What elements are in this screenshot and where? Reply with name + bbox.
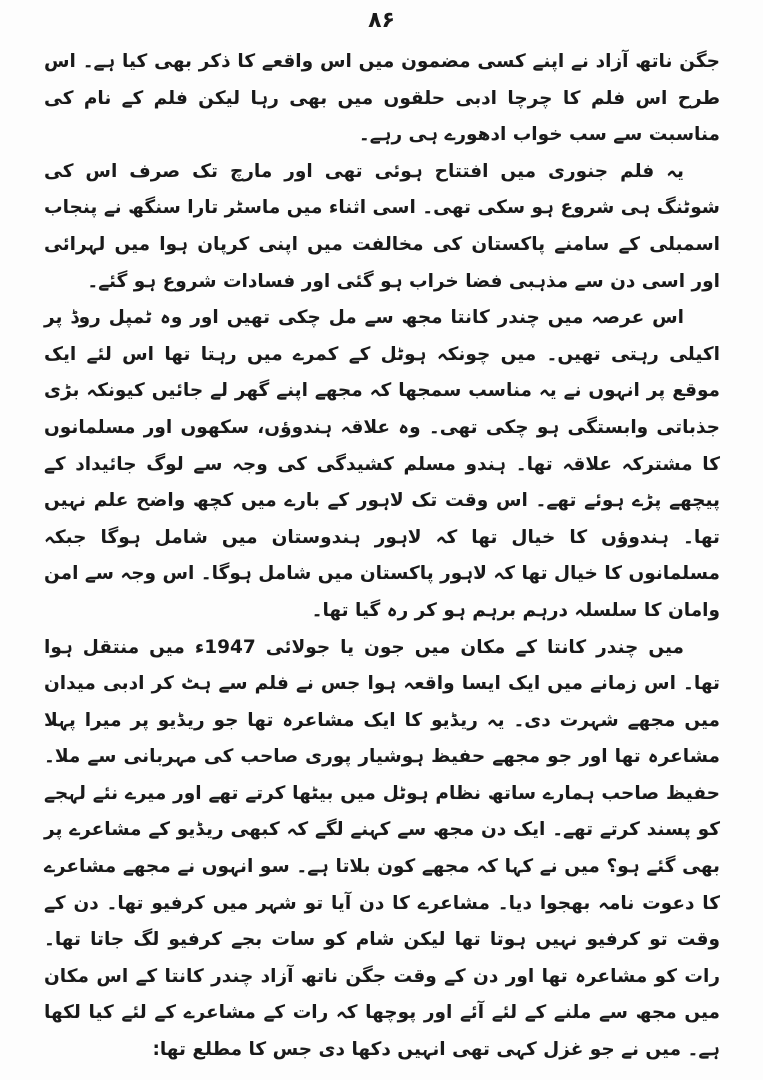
page-number: ۸۶ — [368, 8, 395, 33]
paragraph: میں چندر کانتا کے مکان میں جون یا جولائی 1947ء میں منتقل ہوا تھا۔ اس زمانے میں ایک ایسا واقعہ ہوا جس نے فلم سے ہٹ کر ادبی میدان میں مجھے شہرت دی۔ یہ ریڈیو کا ایک مشاعرہ تھا جو ریڈیو پر میرا پہلا مشاعرہ تھا اور جو مجھے حفیظ ہوشیار پوری صاحب کی مہربانی سے ملا۔ حفیظ صاحب ہمارے ساتھ نظام ہوٹل میں بیٹھا کرتے تھے اور میرے نئے لہجے کو پسند کرتے تھے۔ ایک دن مجھ سے کہنے لگے کہ کبھی ریڈیو کے مشاعرے پر بھی گئے ہو؟ میں نے کہا کہ مجھے کون بلاتا ہے۔ سو انہوں نے مجھے مشاعرے کا دعوت نامہ بھجوا دیا۔ مشاعرے کا دن آیا تو شہر میں کرفیو تھا۔ دن کے وقت تو کرفیو نہیں ہوتا تھا لیکن شام کو سات بجے کرفیو لگ جاتا تھا۔ رات کو مشاعرہ تھا اور دن کے وقت جگن ناتھ آزاد چندر کانتا کے اس مکان میں مجھ سے ملنے کے لئے آئے اور پوچھا کہ رات کے مشاعرے کے لئے کیا لکھا ہے۔ میں نے جو غزل کہی تھی انہیں دکھا دی جس کا مطلع تھا: — [44, 636, 720, 1061]
paragraph: اس عرصہ میں چندر کانتا مجھ سے مل چکی تھیں اور وہ ٹمپل روڈ پر اکیلی رہتی تھیں۔ میں چونکہ ہوٹل کے کمرے میں رہتا تھا اس لئے ایک موقع پر انہوں نے یہ مناسب سمجھا کہ مجھے اپنے گھر لے جائیں کیونکہ بڑی جذباتی وابستگی ہو چکی تھی۔ وہ علاقہ ہندوؤں، سکھوں اور مسلمانوں کا مشترکہ علاقہ تھا۔ ہندو مسلم کشیدگی کی وجہ سے لوگ جائیداد کے پیچھے پڑے ہوئے تھے۔ اس وقت تک لاہور کے بارے میں کچھ واضح علم نہیں تھا۔ ہندوؤں کا خیال تھا کہ لاہور ہندوستان میں شامل ہوگا جبکہ مسلمانوں کا خیال تھا کہ لاہور پاکستان میں شامل ہوگا۔ اس وجہ سے امن وامان کا سلسلہ درہم برہم ہو کر رہ گیا تھا۔ — [44, 307, 720, 621]
paragraph: یہ فلم جنوری میں افتتاح ہوئی تھی اور مارچ تک صرف اس کی شوٹنگ ہی شروع ہو سکی تھی۔ اسی اثناء میں ماسٹر تارا سنگھ نے پنجاب اسمبلی کے سامنے پاکستان کی مخالفت میں اپنی کرپان ہوا میں لہرائی اور اسی دن سے مذہبی فضا خراب ہو گئی اور فسادات شروع ہو گئے۔ — [44, 160, 720, 292]
paragraph: جگن ناتھ آزاد نے اپنے کسی مضمون میں اس واقعے کا ذکر بھی کیا ہے۔ اس طرح اس فلم کا چرچا ادبی حلقوں میں بھی رہا لیکن فلم کے نام کی مناسبت سے سب خواب ادھورے ہی رہے۔ — [44, 51, 720, 146]
page-body-text — [44, 44, 720, 1069]
